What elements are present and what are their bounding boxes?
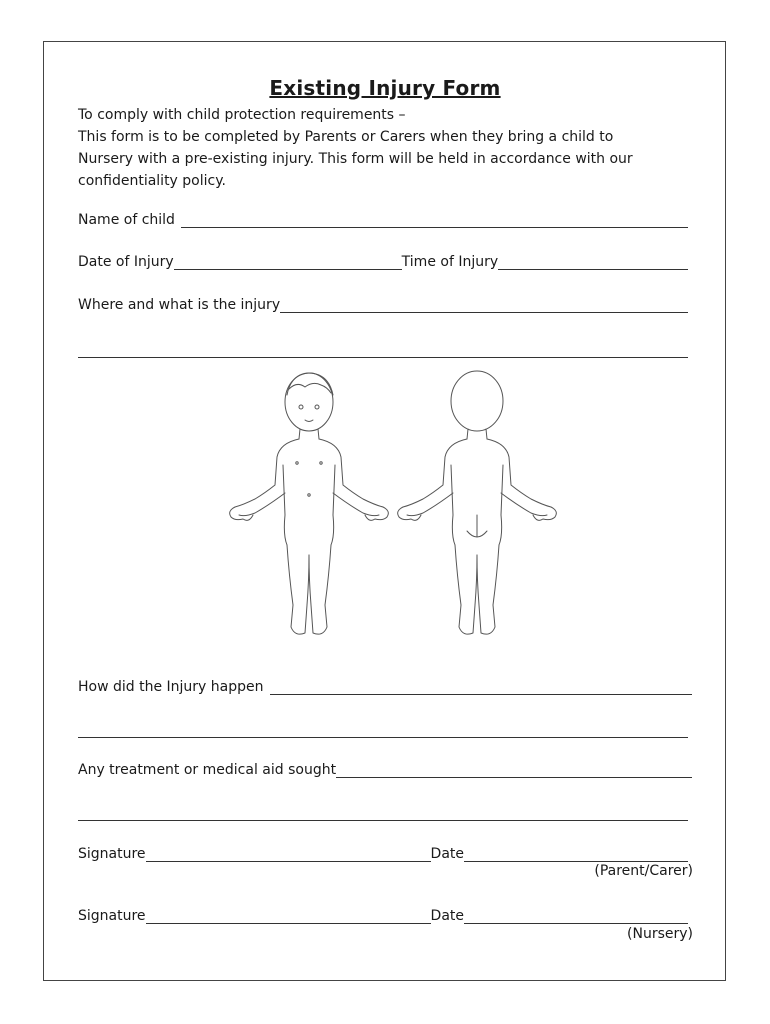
intro-text bbox=[78, 104, 698, 192]
signature-nursery-row bbox=[78, 904, 688, 924]
signature-parent-field[interactable] bbox=[146, 847, 431, 862]
how-happen-label: How did the Injury happen bbox=[78, 679, 264, 695]
form-title: Existing Injury Form bbox=[269, 76, 501, 100]
date-parent-field[interactable] bbox=[464, 847, 688, 862]
intro-line-4: confidentiality policy. bbox=[78, 173, 226, 189]
parent-carer-note: (Parent/Carer) bbox=[594, 863, 693, 879]
how-happen-field[interactable] bbox=[270, 680, 693, 695]
time-of-injury-field[interactable] bbox=[498, 255, 688, 270]
date-of-injury-label: Date of Injury bbox=[78, 254, 174, 270]
signature-nursery-field[interactable] bbox=[146, 909, 431, 924]
nursery-note: (Nursery) bbox=[627, 926, 693, 942]
body-diagram bbox=[225, 365, 565, 645]
where-what-label: Where and what is the injury bbox=[78, 297, 281, 313]
name-of-child-row bbox=[78, 208, 688, 228]
date-nursery-label: Date bbox=[430, 908, 465, 924]
date-parent-label: Date bbox=[430, 846, 465, 862]
name-of-child-field[interactable] bbox=[181, 213, 688, 228]
how-happen-row-2 bbox=[78, 718, 688, 738]
signature-parent-label: Signature bbox=[78, 846, 146, 862]
child-back-figure bbox=[398, 371, 557, 634]
where-what-row-2 bbox=[78, 338, 688, 358]
where-what-field[interactable] bbox=[280, 298, 688, 313]
how-happen-row bbox=[78, 675, 692, 695]
signature-parent-row bbox=[78, 842, 688, 862]
intro-line-1: To comply with child protection requirements – bbox=[78, 107, 406, 123]
how-happen-field-2[interactable] bbox=[78, 723, 688, 738]
where-what-row bbox=[78, 293, 688, 313]
treatment-label: Any treatment or medical aid sought bbox=[78, 762, 337, 778]
intro-line-3: Nursery with a pre-existing injury. This form will be held in accordance with our bbox=[78, 151, 633, 167]
date-of-injury-field[interactable] bbox=[174, 255, 402, 270]
signature-nursery-label: Signature bbox=[78, 908, 146, 924]
time-of-injury-label: Time of Injury bbox=[401, 254, 499, 270]
child-front-figure bbox=[230, 373, 389, 634]
treatment-row bbox=[78, 758, 692, 778]
where-what-field-2[interactable] bbox=[78, 343, 688, 358]
name-of-child-label: Name of child bbox=[78, 212, 175, 228]
treatment-row-2 bbox=[78, 801, 688, 821]
treatment-field-2[interactable] bbox=[78, 806, 688, 821]
date-time-row bbox=[78, 250, 688, 270]
intro-line-2: This form is to be completed by Parents or Carers when they bring a child to bbox=[78, 129, 614, 145]
treatment-field[interactable] bbox=[336, 763, 692, 778]
date-nursery-field[interactable] bbox=[464, 909, 688, 924]
